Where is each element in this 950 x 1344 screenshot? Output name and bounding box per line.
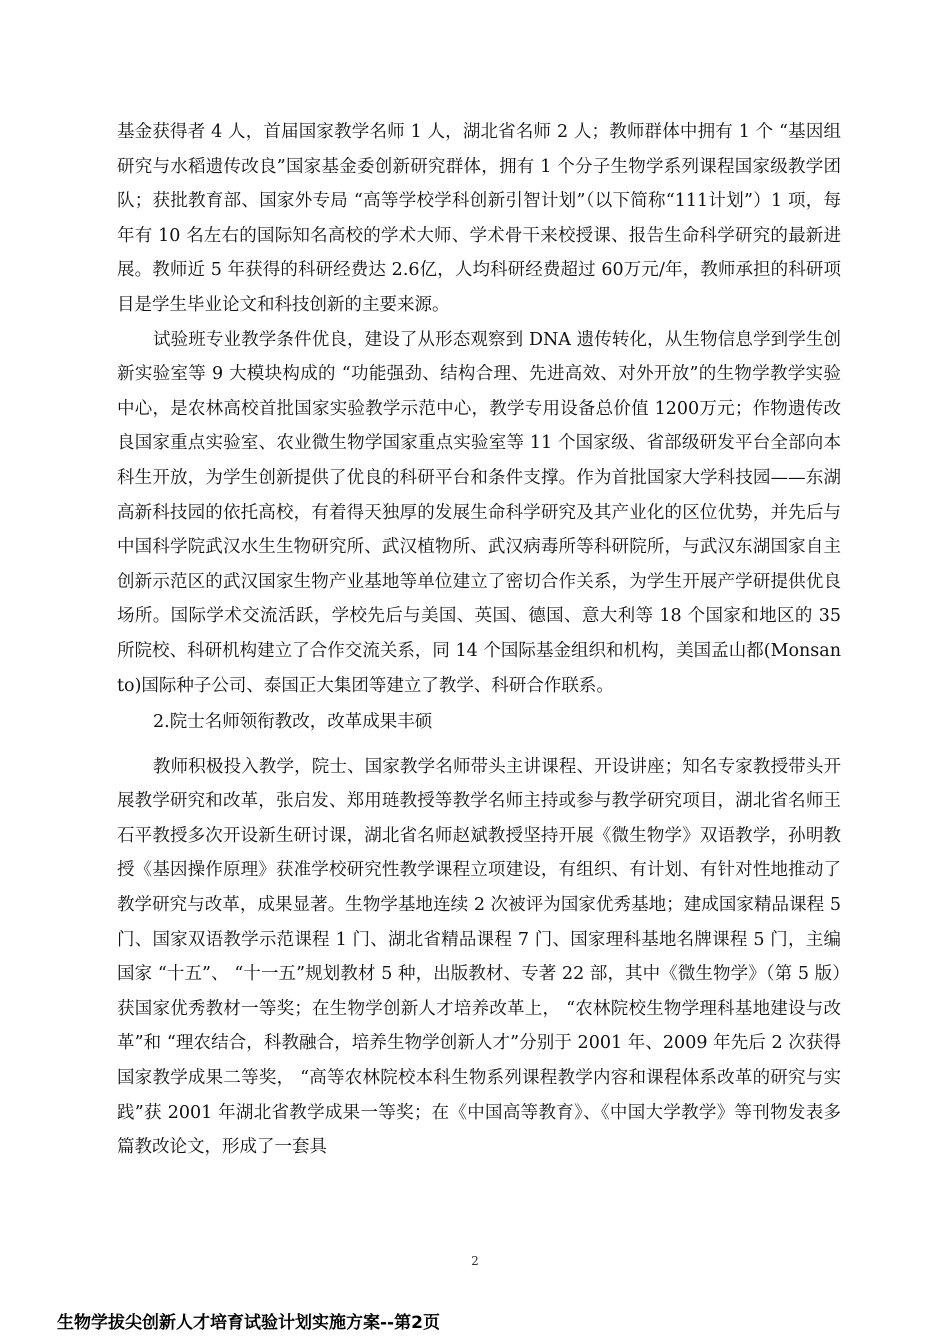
section-heading: 2.院士名师领衔教改，改革成果丰硕 bbox=[153, 712, 433, 733]
body-paragraph-1: 基金获得者 4 人，首届国家教学名师 1 人，湖北省名师 2 人；教师群体中拥有 1 个 “基因组研究与水稻遗传改良”国家基金委创新研究群体，拥有 1 个分子生物学系列课程国家级教学团队；获批教育部、国家外专局 “高等学校学科创新引智计划”（以下简称“111计划”）1 项，每年有 10 名左右的国际知名高校的学术大师、学术骨干来校授课、报告生命科学研究的最新进展。教师近 5 年获得的科研经费达 2.6亿，人均科研经费超过 60万元/年，教师承担的科研项目是学生毕业论文和科技创新的主要来源。 bbox=[117, 122, 841, 315]
section-paragraph: 教师积极投入教学，院士、国家教学名师带头主讲课程、开设讲座；知名专家教授带头开展教学研究和改革，张启发、郑用琏教授等教学名师主持或参与教学研究项目，湖北省名师王石平教授多次开设新生研讨课，湖北省名师赵斌教授坚持开展《微生物学》双语教学，孙明教授《基因操作原理》获准学校研究性教学课程立项建设，有组织、有计划、有针对性地推动了教学研究与改革，成果显著。生物学基地连续 2 次被评为国家优秀基地；建成国家精品课程 5 门、国家双语教学示范课程 1 门、湖北省精品课程 7 门、国家理科基地名牌课程 5 门，主编国家 “十五”、 “十一五”规划教材 5 种，出版教材、专著 22 部，其中《微生物学》（第 5 版）获国家优秀教材一等奖；在生物学创新人才培养改革上， “农林院校生物学理科基地建设与改革”和 “理农结合，科教融合，培养生物学创新人才”分别于 2001 年、2009 年先后 2 次获得国家教学成果二等奖， “高等农林院校本科生物系列课程教学内容和课程体系改革的研究与实践”获 2001 年湖北省教学成果一等奖；在《中国高等教育》、《中国大学教学》等刊物发表多篇教改论文，形成了一套具 bbox=[117, 756, 841, 1158]
document-body bbox=[117, 115, 841, 1165]
page-number: 2 bbox=[471, 1254, 479, 1268]
footer-title: 生物学拔尖创新人才培育试验计划实施方案--第2页 bbox=[57, 1313, 440, 1333]
body-paragraph-2: 试验班专业教学条件优良，建设了从形态观察到 DNA 遗传转化，从生物信息学到学生创新实验室等 9 大模块构成的 “功能强劲、结构合理、先进高效、对外开放”的生物学教学实验中心，是农林高校首批国家实验教学示范中心，教学专用设备总价值 1200万元；作物遗传改良国家重点实验室、农业微生物学国家重点实验室等 11 个国家级、省部级研发平台全部向本科生开放，为学生创新提供了优良的科研平台和条件支撑。作为首批国家大学科技园——东湖高新科技园的依托高校，有着得天独厚的发展生命科学研究及其产业化的区位优势，并先后与中国科学院武汉水生生物研究所、武汉植物所、武汉病毒所等科研院所，与武汉东湖国家自主创新示范区的武汉国家生物产业基地等单位建立了密切合作关系，为学生开展产学研提供优良场所。国际学术交流活跃，学校先后与美国、英国、德国、意大利等 18 个国家和地区的 35 所院校、科研机构建立了合作交流关系，同 14 个国际基金组织和机构，美国孟山都(Monsanto)国际种子公司、泰国正大集团等建立了教学、科研合作联系。 bbox=[117, 329, 841, 696]
